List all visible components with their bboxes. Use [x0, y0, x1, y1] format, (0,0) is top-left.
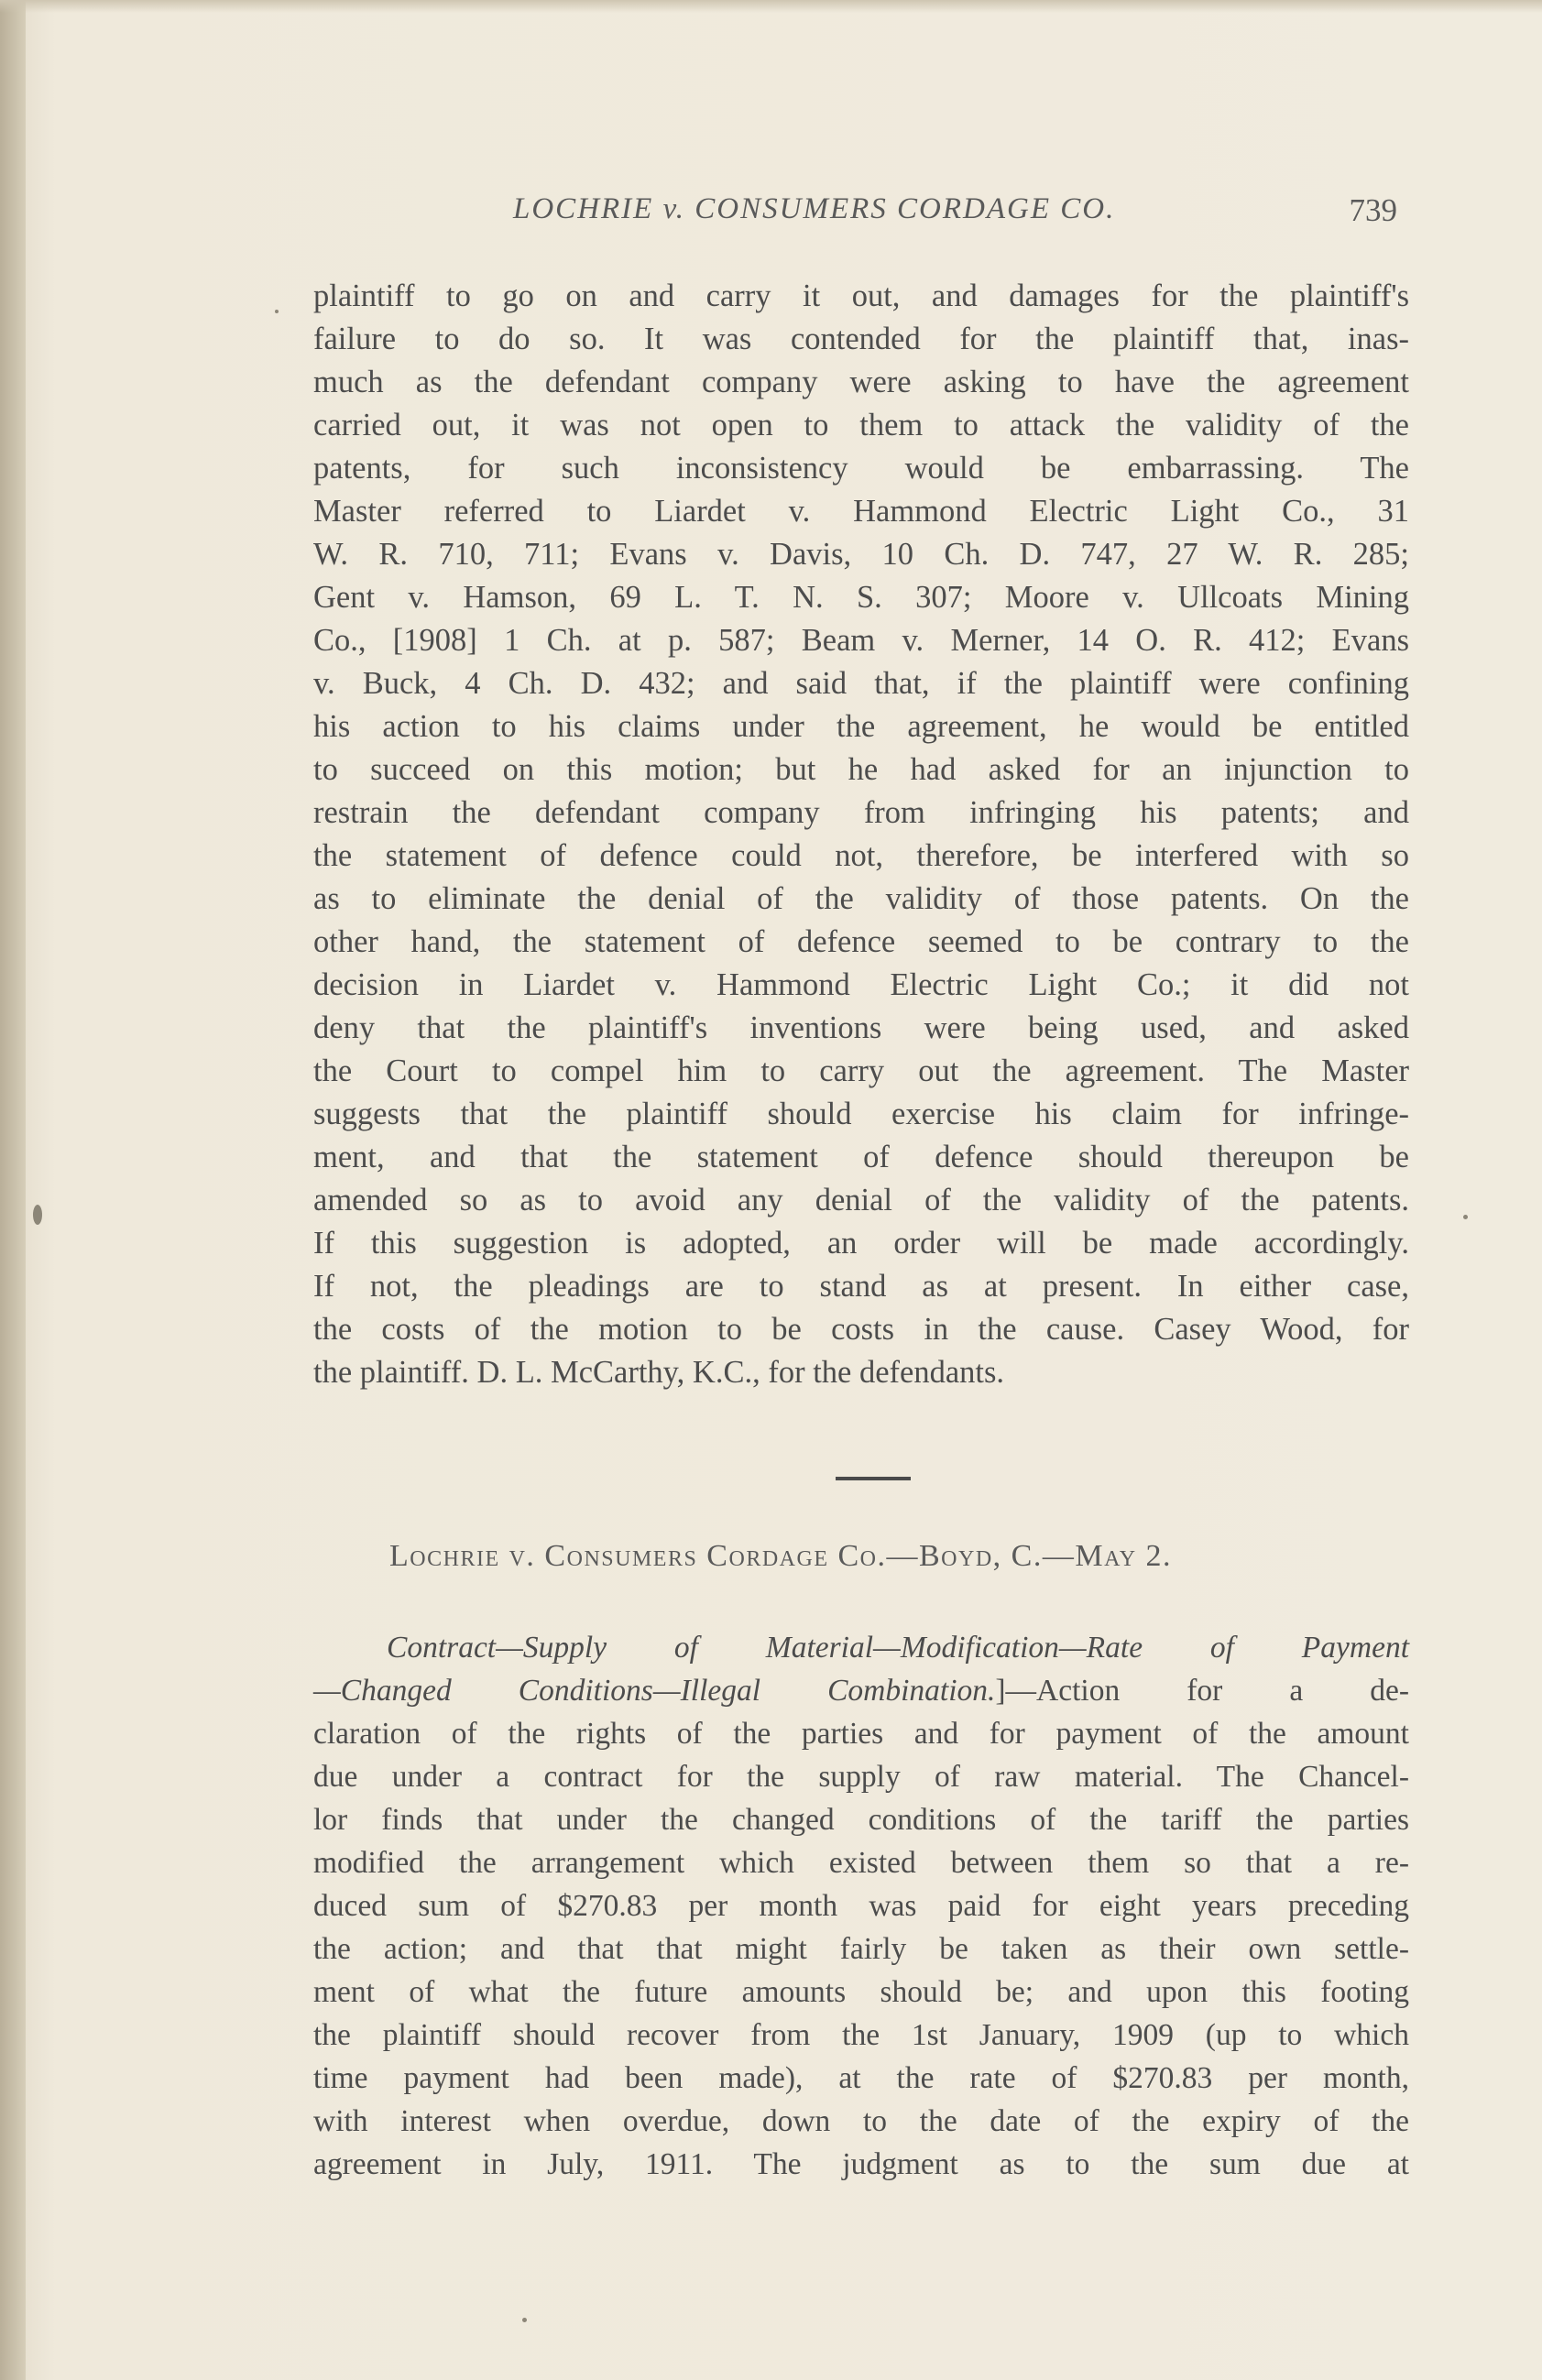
text-line: time payment had been made), at the rate of $270.83 per month, — [313, 2061, 1409, 2095]
section-divider — [836, 1477, 911, 1480]
text-line: with interest when overdue, down to the date of the expiry of the — [313, 2104, 1409, 2138]
continued-paragraph — [313, 275, 1409, 1394]
text-line: as to eliminate the denial of the validity of those patents. On the — [313, 881, 1409, 916]
text-line: the costs of the motion to be costs in the cause. Casey Wood, for — [313, 1312, 1409, 1347]
page-number: 739 — [1349, 192, 1397, 228]
text-line: much as the defendant company were asking to have the agreement — [313, 365, 1409, 399]
catchwords-line — [313, 1669, 1409, 1712]
text-line: the plaintiff. D. L. McCarthy, K.C., for the defendants. — [313, 1355, 1005, 1390]
text-line: modified the arrangement which existed between them so that a re- — [313, 1846, 1409, 1880]
running-header — [513, 192, 1397, 238]
running-title: LOCHRIE v. CONSUMERS CORDAGE CO. — [513, 192, 1116, 225]
text-line: agreement in July, 1911. The judgment as to the sum due at — [313, 2147, 1409, 2181]
text-line: restrain the defendant company from infringing his patents; and — [313, 795, 1409, 830]
text-line: his action to his claims under the agreement, he would be entitled — [313, 709, 1409, 744]
page-top-edge — [0, 0, 1542, 13]
headnote-paragraph — [313, 1626, 1409, 2186]
text-line: failure to do so. It was contended for the plaintiff that, inas- — [313, 322, 1409, 356]
text-line: other hand, the statement of defence seemed to be contrary to the — [313, 924, 1409, 959]
text-line: deny that the plaintiff's inventions were being used, and asked — [313, 1010, 1409, 1045]
catchwords: —Changed Conditions—Illegal Combination. — [313, 1674, 996, 1708]
text-line: Master referred to Liardet v. Hammond Electric Light Co., 31 — [313, 494, 1409, 529]
text-line: the statement of defence could not, therefore, be interfered with so — [313, 838, 1409, 873]
text-line: the action; and that that might fairly be taken as their own settle- — [313, 1932, 1409, 1966]
text-line: Gent v. Hamson, 69 L. T. N. S. 307; Moore v. Ullcoats Mining — [313, 580, 1409, 615]
text-line: carried out, it was not open to them to attack the validity of the — [313, 408, 1409, 442]
text-line: duced sum of $270.83 per month was paid for eight years preceding — [313, 1889, 1409, 1923]
text-line: due under a contract for the supply of raw material. The Chancel- — [313, 1760, 1409, 1794]
text-line: to succeed on this motion; but he had asked for an injunction to — [313, 752, 1409, 787]
text-line: the plaintiff should recover from the 1st January, 1909 (up to which — [313, 2018, 1409, 2052]
paper-speck — [33, 1205, 42, 1225]
text-line: patents, for such inconsistency would be embarrassing. The — [313, 451, 1409, 486]
text-line: ment of what the future amounts should be; and upon this footing — [313, 1975, 1409, 2009]
text-line: lor finds that under the changed conditions of the tariff the parties — [313, 1803, 1409, 1837]
text-line: If not, the pleadings are to stand as at present. In either case, — [313, 1269, 1409, 1304]
catchwords-line — [313, 1626, 1409, 1669]
text-line: amended so as to avoid any denial of the validity of the patents. — [313, 1183, 1409, 1217]
text-line: suggests that the plaintiff should exercise his claim for infringe- — [313, 1097, 1409, 1131]
text-line: the Court to compel him to carry out the agreement. The Master — [313, 1054, 1409, 1088]
text-line: If this suggestion is adopted, an order will be made accordingly. — [313, 1226, 1409, 1261]
book-spine-shadow — [0, 0, 26, 2380]
text-line: W. R. 710, 711; Evans v. Davis, 10 Ch. D. 747, 27 W. R. 285; — [313, 537, 1409, 572]
paper-speck — [522, 2318, 527, 2322]
text-fragment: ]—Action for a de- — [995, 1674, 1409, 1708]
case-title: Lochrie v. Consumers Cordage Co.—Boyd, C.—May 2. — [389, 1539, 1173, 1573]
catchwords: Contract—Supply of Material—Modification—Rate of Payment — [387, 1631, 1409, 1665]
paper-speck — [1463, 1215, 1468, 1219]
text-line: claration of the rights of the parties and for payment of the amount — [313, 1717, 1409, 1751]
paper-speck — [275, 310, 279, 313]
text-line: decision in Liardet v. Hammond Electric Light Co.; it did not — [313, 967, 1409, 1002]
text-line: v. Buck, 4 Ch. D. 432; and said that, if the plaintiff were confining — [313, 666, 1409, 701]
text-line: plaintiff to go on and carry it out, and damages for the plaintiff's — [313, 278, 1409, 313]
text-line: Co., [1908] 1 Ch. at p. 587; Beam v. Merner, 14 O. R. 412; Evans — [313, 623, 1409, 658]
text-line: ment, and that the statement of defence should thereupon be — [313, 1140, 1409, 1174]
